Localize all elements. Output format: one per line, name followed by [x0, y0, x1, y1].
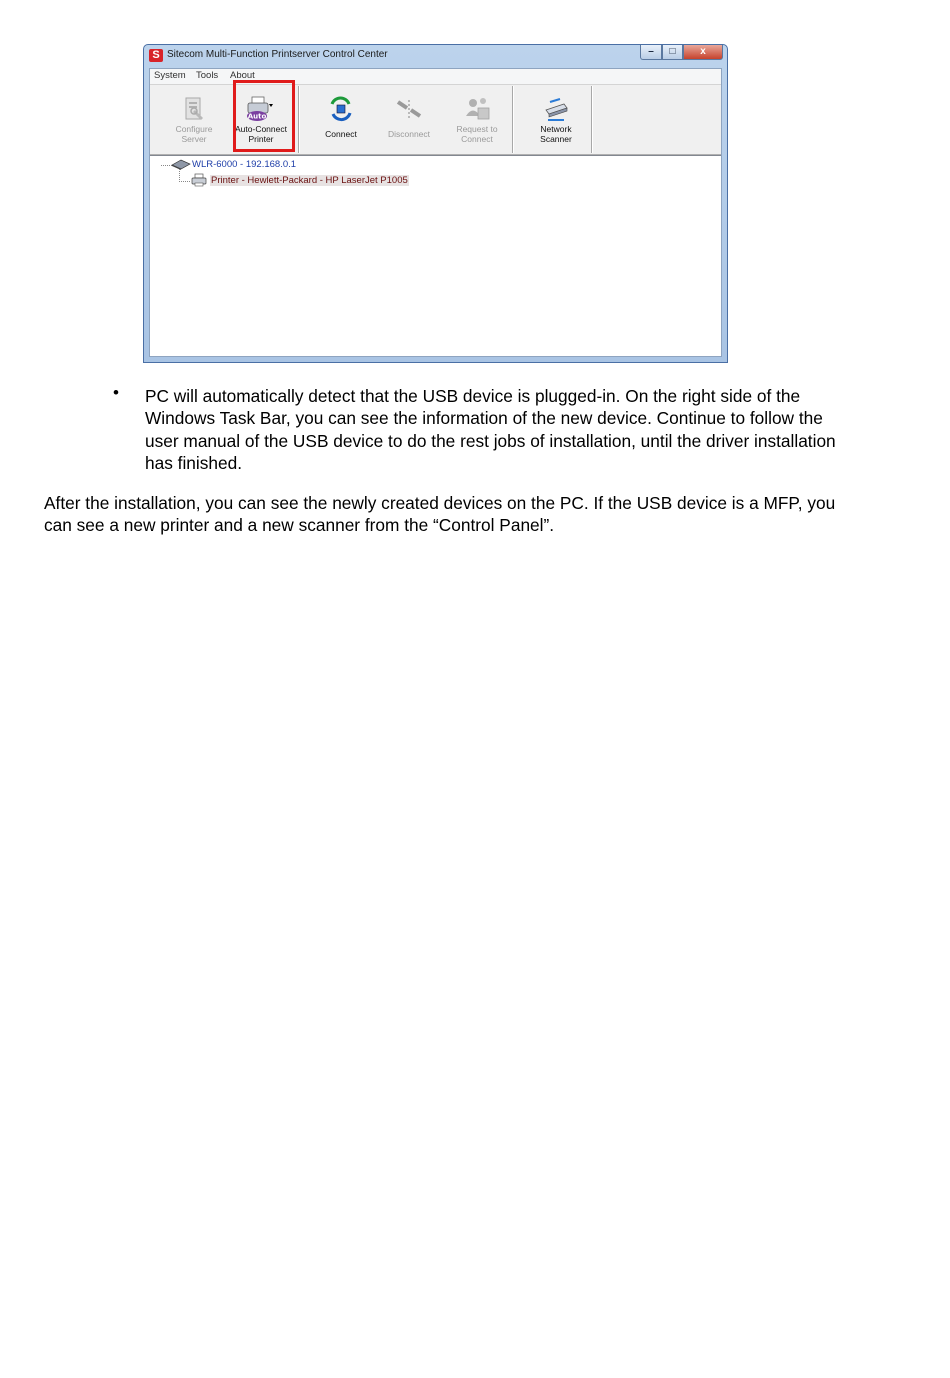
- window-controls: [640, 45, 723, 60]
- configure-server-icon: [180, 96, 208, 122]
- configure-server-label: Configure Server: [175, 124, 213, 144]
- network-scanner-label: Network Scanner: [540, 124, 572, 144]
- connect-label: Connect: [325, 129, 357, 139]
- sitecom-logo-icon: S: [149, 49, 163, 62]
- control-center-window: [143, 44, 728, 363]
- close-button[interactable]: x: [683, 45, 723, 60]
- disconnect-label: Disconnect: [387, 129, 431, 139]
- request-to-connect-label: Request to Connect: [456, 124, 498, 144]
- network-scanner-icon: [542, 96, 570, 122]
- connect-button[interactable]: [310, 85, 372, 154]
- title-bar[interactable]: [144, 45, 727, 67]
- disconnect-icon: [395, 96, 423, 122]
- printer-device-icon: [191, 173, 207, 187]
- auto-connect-printer-label: Auto-Connect Printer: [235, 124, 287, 144]
- tree-item-printer[interactable]: Printer - Hewlett-Packard - HP LaserJet P1005: [211, 175, 408, 186]
- menu-about[interactable]: About: [230, 70, 255, 81]
- auto-connect-highlight-box: [233, 80, 295, 152]
- connect-icon: [327, 96, 355, 122]
- bullet-symbol: •: [113, 383, 119, 402]
- disconnect-button[interactable]: [378, 85, 440, 154]
- request-connect-icon: [463, 96, 491, 122]
- device-tree: [150, 155, 721, 356]
- toolbar-separator: [298, 86, 299, 153]
- configure-server-button[interactable]: [163, 85, 225, 154]
- router-icon: [171, 159, 191, 170]
- window-title: Sitecom Multi-Function Printserver Control Center: [167, 49, 388, 60]
- minimize-button[interactable]: –: [640, 45, 662, 60]
- menu-tools[interactable]: Tools: [196, 70, 219, 81]
- network-scanner-button[interactable]: [525, 85, 587, 154]
- bullet-paragraph: PC will automatically detect that the USB device is plugged-in. On the right side of the Windows Task Bar, you can see the information of the new device. Continue to follow the user manual of the USB device to do the rest jobs of installation, until the driver installation has finished.: [145, 386, 836, 473]
- toolbar-separator: [512, 86, 513, 153]
- window-client-area: [149, 68, 722, 357]
- tree-item-server[interactable]: WLR-6000 - 192.168.0.1: [192, 159, 297, 170]
- menu-system[interactable]: System: [154, 70, 186, 81]
- maximize-button[interactable]: □: [662, 45, 683, 60]
- request-to-connect-button[interactable]: [446, 85, 508, 154]
- tree-connector: [179, 181, 190, 182]
- body-paragraph: After the installation, you can see the newly created devices on the PC. If the USB device is a MFP, you can see a new printer and a new scanner from the “Control Panel”.: [44, 493, 836, 536]
- svg-text:Auto: Auto: [247, 112, 267, 121]
- toolbar-separator: [591, 86, 592, 153]
